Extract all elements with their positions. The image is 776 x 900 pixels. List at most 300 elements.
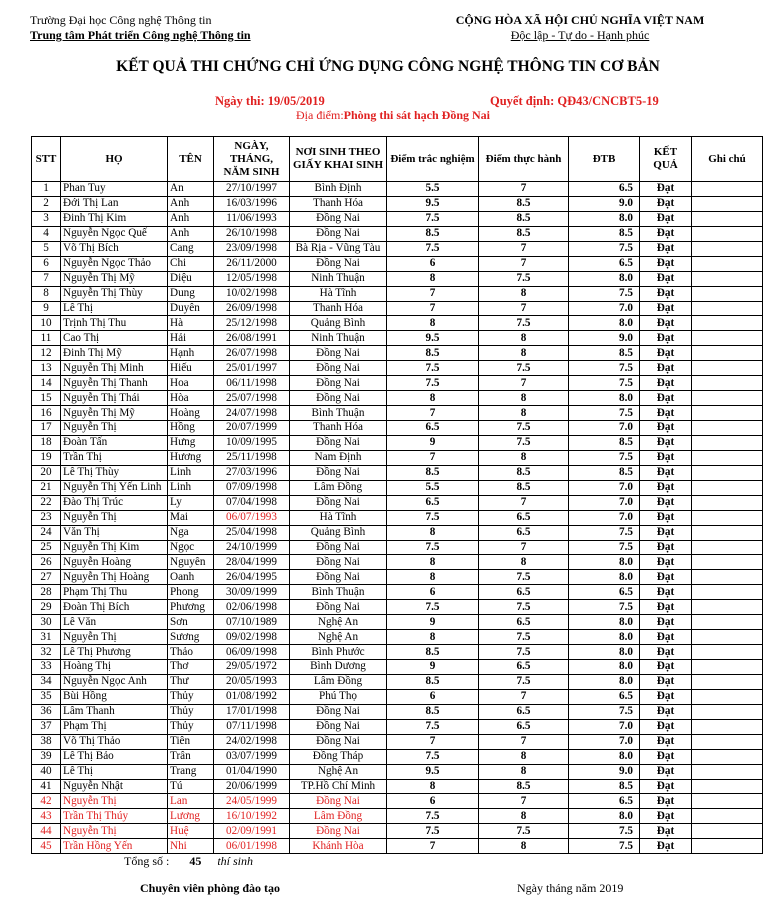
cell-ten: Tiên [168, 734, 214, 749]
cell-diem-thuc-hanh: 8 [479, 391, 569, 406]
cell-diem-thuc-hanh: 8 [479, 764, 569, 779]
cell-ho: Nguyễn Thị Yến Linh [61, 480, 168, 495]
cell-stt: 13 [32, 361, 61, 376]
cell-diem-thuc-hanh: 8 [479, 346, 569, 361]
table-row [32, 421, 763, 436]
cell-ten: Sương [168, 630, 214, 645]
cell-noi-sinh: Đồng Nai [290, 600, 387, 615]
cell-diem-trac-nghiem: 7.5 [387, 719, 479, 734]
cell-ket-qua: Đạt [640, 704, 692, 719]
cell-diem-thuc-hanh: 8 [479, 809, 569, 824]
motto: Độc lập - Tự do - Hạnh phúc [510, 28, 650, 42]
cell-ket-qua: Đạt [640, 495, 692, 510]
col-dtb-header: ĐTB [569, 137, 640, 182]
cell-ho: Lê Thị [61, 764, 168, 779]
cell-diem-trac-nghiem: 7.5 [387, 809, 479, 824]
table-header-row [32, 137, 763, 182]
col-ghi-chu-header: Ghi chú [692, 137, 763, 182]
cell-ten: Lương [168, 809, 214, 824]
cell-ket-qua: Đạt [640, 809, 692, 824]
cell-noi-sinh: Nghệ An [290, 615, 387, 630]
cell-ghi-chu [692, 839, 763, 854]
cell-stt: 37 [32, 719, 61, 734]
cell-ghi-chu [692, 286, 763, 301]
cell-ket-qua: Đạt [640, 226, 692, 241]
cell-ten: Huệ [168, 824, 214, 839]
cell-ngay-sinh: 26/10/1998 [214, 226, 290, 241]
cell-stt: 17 [32, 421, 61, 436]
cell-dtb: 8.5 [569, 226, 640, 241]
cell-diem-thuc-hanh: 6.5 [479, 585, 569, 600]
cell-ghi-chu [692, 719, 763, 734]
cell-ten: Ngọc [168, 540, 214, 555]
cell-ho: Đới Thị Lan [61, 196, 168, 211]
cell-stt: 8 [32, 286, 61, 301]
cell-noi-sinh: Đồng Nai [290, 361, 387, 376]
cell-ket-qua: Đạt [640, 689, 692, 704]
cell-ngay-sinh: 28/04/1999 [214, 555, 290, 570]
cell-ket-qua: Đạt [640, 779, 692, 794]
cell-ten: Hạnh [168, 346, 214, 361]
cell-diem-thuc-hanh: 8 [479, 406, 569, 421]
cell-ket-qua: Đạt [640, 301, 692, 316]
cell-dtb: 8.0 [569, 674, 640, 689]
cell-noi-sinh: Đồng Nai [290, 495, 387, 510]
cell-ket-qua: Đạt [640, 660, 692, 675]
cell-ket-qua: Đạt [640, 719, 692, 734]
cell-noi-sinh: Đồng Nai [290, 719, 387, 734]
cell-diem-thuc-hanh: 8 [479, 749, 569, 764]
cell-dtb: 8.5 [569, 779, 640, 794]
cell-diem-trac-nghiem: 7 [387, 839, 479, 854]
cell-diem-thuc-hanh: 7.5 [479, 570, 569, 585]
cell-ten: Nhi [168, 839, 214, 854]
cell-diem-thuc-hanh: 7.5 [479, 674, 569, 689]
cell-ho: Trần Thị [61, 450, 168, 465]
cell-diem-trac-nghiem: 7.5 [387, 211, 479, 226]
cell-ket-qua: Đạt [640, 241, 692, 256]
cell-stt: 40 [32, 764, 61, 779]
cell-dtb: 7.5 [569, 540, 640, 555]
table-row [32, 600, 763, 615]
cell-noi-sinh: TP.Hồ Chí Minh [290, 779, 387, 794]
cell-ten: Hiếu [168, 361, 214, 376]
cell-ho: Nguyễn Nhật [61, 779, 168, 794]
cell-ket-qua: Đạt [640, 839, 692, 854]
cell-ngay-sinh: 29/05/1972 [214, 660, 290, 675]
cell-diem-thuc-hanh: 8.5 [479, 196, 569, 211]
cell-ghi-chu [692, 600, 763, 615]
cell-ghi-chu [692, 510, 763, 525]
cell-ngay-sinh: 27/10/1997 [214, 182, 290, 197]
total-unit: thí sinh [217, 854, 254, 868]
cell-ghi-chu [692, 361, 763, 376]
cell-ket-qua: Đạt [640, 406, 692, 421]
cell-diem-thuc-hanh: 6.5 [479, 660, 569, 675]
cell-diem-trac-nghiem: 8.5 [387, 645, 479, 660]
col-diem-trac-nghiem-header: Điểm trắc nghiệm [387, 137, 479, 182]
cell-ghi-chu [692, 570, 763, 585]
cell-noi-sinh: Đồng Nai [290, 540, 387, 555]
cell-ten: Dung [168, 286, 214, 301]
cell-noi-sinh: Thanh Hóa [290, 421, 387, 436]
cell-ho: Lê Thị Phương [61, 645, 168, 660]
cell-ho: Lê Thị [61, 301, 168, 316]
cell-ten: Hưng [168, 435, 214, 450]
cell-diem-trac-nghiem: 8 [387, 555, 479, 570]
cell-noi-sinh: Lâm Đồng [290, 809, 387, 824]
cell-noi-sinh: Quảng Bình [290, 525, 387, 540]
cell-stt: 21 [32, 480, 61, 495]
cell-ho: Nguyễn Thị [61, 630, 168, 645]
table-row [32, 256, 763, 271]
cell-ghi-chu [692, 211, 763, 226]
cell-ten: Anh [168, 226, 214, 241]
table-row [32, 570, 763, 585]
cell-diem-trac-nghiem: 7.5 [387, 540, 479, 555]
cell-ket-qua: Đạt [640, 600, 692, 615]
cell-noi-sinh: Bình Thuận [290, 406, 387, 421]
cell-ho: Phạm Thị Thu [61, 585, 168, 600]
cell-ho: Nguyễn Ngọc Anh [61, 674, 168, 689]
cell-noi-sinh: Nghệ An [290, 630, 387, 645]
cell-diem-thuc-hanh: 6.5 [479, 615, 569, 630]
cell-diem-trac-nghiem: 8 [387, 525, 479, 540]
cell-ghi-chu [692, 480, 763, 495]
cell-ghi-chu [692, 704, 763, 719]
cell-noi-sinh: Phú Thọ [290, 689, 387, 704]
cell-stt: 28 [32, 585, 61, 600]
cell-ten: Thơ [168, 660, 214, 675]
cell-ho: Nguyễn Thị [61, 824, 168, 839]
school-name: Trường Đại học Công nghệ Thông tin [30, 13, 212, 27]
cell-dtb: 7.5 [569, 824, 640, 839]
cell-noi-sinh: Thanh Hóa [290, 301, 387, 316]
cell-dtb: 7.5 [569, 241, 640, 256]
cell-stt: 39 [32, 749, 61, 764]
table-row [32, 839, 763, 854]
cell-noi-sinh: Đồng Nai [290, 465, 387, 480]
cell-ten: Sơn [168, 615, 214, 630]
cell-ghi-chu [692, 734, 763, 749]
cell-noi-sinh: Ninh Thuận [290, 271, 387, 286]
table-row [32, 809, 763, 824]
cell-stt: 5 [32, 241, 61, 256]
cell-noi-sinh: Đồng Nai [290, 704, 387, 719]
cell-ten: Hòa [168, 391, 214, 406]
cell-ket-qua: Đạt [640, 271, 692, 286]
cell-noi-sinh: Đồng Nai [290, 226, 387, 241]
cell-ngay-sinh: 24/05/1999 [214, 794, 290, 809]
cell-diem-trac-nghiem: 7.5 [387, 510, 479, 525]
cell-ket-qua: Đạt [640, 480, 692, 495]
cell-diem-trac-nghiem: 6.5 [387, 421, 479, 436]
table-row [32, 704, 763, 719]
cell-ten: Chi [168, 256, 214, 271]
table-row [32, 779, 763, 794]
cell-diem-thuc-hanh: 8.5 [479, 779, 569, 794]
cell-diem-thuc-hanh: 7.5 [479, 435, 569, 450]
cell-ten: Linh [168, 465, 214, 480]
cell-ket-qua: Đạt [640, 376, 692, 391]
cell-diem-trac-nghiem: 9 [387, 615, 479, 630]
col-ten-header: TÊN [168, 137, 214, 182]
cell-stt: 14 [32, 376, 61, 391]
cell-stt: 22 [32, 495, 61, 510]
cell-dtb: 8.0 [569, 630, 640, 645]
cell-ngay-sinh: 10/09/1995 [214, 435, 290, 450]
cell-stt: 15 [32, 391, 61, 406]
cell-ngay-sinh: 01/04/1990 [214, 764, 290, 779]
table-row [32, 585, 763, 600]
cell-diem-trac-nghiem: 7.5 [387, 600, 479, 615]
cell-ngay-sinh: 01/08/1992 [214, 689, 290, 704]
cell-diem-thuc-hanh: 7.5 [479, 824, 569, 839]
cell-ket-qua: Đạt [640, 211, 692, 226]
cell-ten: Hà [168, 316, 214, 331]
cell-stt: 16 [32, 406, 61, 421]
table-row [32, 196, 763, 211]
cell-stt: 31 [32, 630, 61, 645]
cell-dtb: 8.5 [569, 465, 640, 480]
cell-noi-sinh: Lâm Đồng [290, 674, 387, 689]
cell-stt: 36 [32, 704, 61, 719]
table-row [32, 540, 763, 555]
footer-signer: Chuyên viên phòng đào tạo [140, 881, 281, 895]
cell-ngay-sinh: 07/09/1998 [214, 480, 290, 495]
cell-ket-qua: Đạt [640, 331, 692, 346]
cell-dtb: 8.0 [569, 391, 640, 406]
cell-ket-qua: Đạt [640, 510, 692, 525]
cell-ngay-sinh: 06/11/1998 [214, 376, 290, 391]
cell-noi-sinh: Đồng Nai [290, 734, 387, 749]
cell-ten: An [168, 182, 214, 197]
cell-ghi-chu [692, 316, 763, 331]
cell-stt: 2 [32, 196, 61, 211]
col-noi-sinh-header: NƠI SINH THEO GIẤY KHAI SINH [290, 137, 387, 182]
cell-noi-sinh: Đồng Nai [290, 435, 387, 450]
cell-diem-thuc-hanh: 8.5 [479, 211, 569, 226]
cell-ket-qua: Đạt [640, 794, 692, 809]
cell-dtb: 7.0 [569, 421, 640, 436]
cell-noi-sinh: Bình Phước [290, 645, 387, 660]
cell-ho: Văn Thị [61, 525, 168, 540]
cell-dtb: 7.5 [569, 600, 640, 615]
cell-noi-sinh: Bình Dương [290, 660, 387, 675]
cell-ngay-sinh: 17/01/1998 [214, 704, 290, 719]
cell-diem-trac-nghiem: 8 [387, 630, 479, 645]
cell-diem-thuc-hanh: 8 [479, 450, 569, 465]
cell-ho: Phan Tuy [61, 182, 168, 197]
cell-ngay-sinh: 20/06/1999 [214, 779, 290, 794]
cell-ghi-chu [692, 794, 763, 809]
cell-ho: Trịnh Thị Thu [61, 316, 168, 331]
cell-diem-thuc-hanh: 7.5 [479, 361, 569, 376]
cell-ngay-sinh: 10/02/1998 [214, 286, 290, 301]
cell-noi-sinh: Thanh Hóa [290, 196, 387, 211]
cell-diem-trac-nghiem: 9.5 [387, 331, 479, 346]
cell-ten: Linh [168, 480, 214, 495]
cell-diem-thuc-hanh: 6.5 [479, 525, 569, 540]
table-row [32, 689, 763, 704]
cell-ten: Hải [168, 331, 214, 346]
cell-ho: Nguyễn Thị Mỹ [61, 406, 168, 421]
cell-ghi-chu [692, 809, 763, 824]
cell-ten: Thảo [168, 645, 214, 660]
table-row [32, 346, 763, 361]
col-stt-header: STT [32, 137, 61, 182]
table-row [32, 331, 763, 346]
cell-diem-trac-nghiem: 9 [387, 435, 479, 450]
cell-ngay-sinh: 20/07/1999 [214, 421, 290, 436]
table-row [32, 630, 763, 645]
cell-ho: Phạm Thị [61, 719, 168, 734]
nation-name: CỘNG HÒA XÃ HỘI CHỦ NGHĨA VIỆT NAM [455, 13, 705, 27]
cell-noi-sinh: Bà Rịa - Vũng Tàu [290, 241, 387, 256]
cell-ho: Nguyễn Thị [61, 510, 168, 525]
cell-diem-trac-nghiem: 9.5 [387, 196, 479, 211]
cell-ho: Đoàn Thị Bích [61, 600, 168, 615]
cell-ngay-sinh: 26/04/1995 [214, 570, 290, 585]
cell-ket-qua: Đạt [640, 286, 692, 301]
table-row [32, 719, 763, 734]
cell-stt: 1 [32, 182, 61, 197]
cell-ghi-chu [692, 824, 763, 839]
cell-ho: Nguyễn Ngọc Quế [61, 226, 168, 241]
cell-diem-trac-nghiem: 8.5 [387, 465, 479, 480]
cell-ngay-sinh: 20/05/1993 [214, 674, 290, 689]
table-row [32, 734, 763, 749]
cell-diem-trac-nghiem: 6.5 [387, 495, 479, 510]
cell-diem-trac-nghiem: 5.5 [387, 480, 479, 495]
cell-noi-sinh: Nghệ An [290, 764, 387, 779]
table-row [32, 764, 763, 779]
cell-ket-qua: Đạt [640, 182, 692, 197]
cell-diem-trac-nghiem: 8 [387, 271, 479, 286]
cell-ho: Võ Thị Bích [61, 241, 168, 256]
cell-ho: Nguyễn Thị Thanh [61, 376, 168, 391]
table-row [32, 510, 763, 525]
footer-date: Ngày tháng năm 2019 [517, 881, 624, 895]
col-diem-thuc-hanh-header: Điểm thực hành [479, 137, 569, 182]
cell-diem-thuc-hanh: 7 [479, 540, 569, 555]
cell-ket-qua: Đạt [640, 361, 692, 376]
cell-ghi-chu [692, 346, 763, 361]
cell-noi-sinh: Bình Thuận [290, 585, 387, 600]
cell-ghi-chu [692, 376, 763, 391]
cell-ghi-chu [692, 465, 763, 480]
cell-ngay-sinh: 24/10/1999 [214, 540, 290, 555]
cell-dtb: 7.5 [569, 376, 640, 391]
cell-ho: Hoàng Thị [61, 660, 168, 675]
cell-ngay-sinh: 07/04/1998 [214, 495, 290, 510]
cell-dtb: 8.0 [569, 809, 640, 824]
table-row [32, 674, 763, 689]
table-row [32, 316, 763, 331]
cell-ten: Mai [168, 510, 214, 525]
cell-ten: Oanh [168, 570, 214, 585]
cell-stt: 29 [32, 600, 61, 615]
cell-ten: Lan [168, 794, 214, 809]
cell-diem-thuc-hanh: 8 [479, 286, 569, 301]
cell-dtb: 6.5 [569, 585, 640, 600]
cell-ten: Thư [168, 674, 214, 689]
table-row [32, 824, 763, 839]
table-row [32, 286, 763, 301]
cell-ho: Lê Văn [61, 615, 168, 630]
cell-dtb: 6.5 [569, 794, 640, 809]
cell-noi-sinh: Lâm Đồng [290, 480, 387, 495]
cell-dtb: 7.5 [569, 361, 640, 376]
cell-diem-trac-nghiem: 6 [387, 689, 479, 704]
cell-ngay-sinh: 24/07/1998 [214, 406, 290, 421]
cell-ho: Đinh Thị Mỹ [61, 346, 168, 361]
cell-stt: 9 [32, 301, 61, 316]
cell-ghi-chu [692, 779, 763, 794]
table-row [32, 391, 763, 406]
cell-diem-thuc-hanh: 7.5 [479, 630, 569, 645]
cell-dtb: 6.5 [569, 182, 640, 197]
table-body [32, 182, 763, 854]
cell-dtb: 8.0 [569, 555, 640, 570]
cell-dtb: 8.0 [569, 615, 640, 630]
cell-dtb: 7.5 [569, 704, 640, 719]
total-count: 45 [189, 854, 202, 868]
cell-diem-trac-nghiem: 7.5 [387, 749, 479, 764]
table-row [32, 525, 763, 540]
results-table [31, 136, 763, 854]
cell-stt: 25 [32, 540, 61, 555]
cell-diem-trac-nghiem: 8 [387, 391, 479, 406]
cell-ket-qua: Đạt [640, 256, 692, 271]
cell-diem-thuc-hanh: 7 [479, 301, 569, 316]
cell-ten: Thủy [168, 689, 214, 704]
cell-ten: Ly [168, 495, 214, 510]
cell-dtb: 8.5 [569, 346, 640, 361]
cell-ghi-chu [692, 450, 763, 465]
cell-noi-sinh: Quảng Bình [290, 316, 387, 331]
cell-ngay-sinh: 30/09/1999 [214, 585, 290, 600]
cell-dtb: 7.0 [569, 719, 640, 734]
cell-diem-thuc-hanh: 6.5 [479, 704, 569, 719]
cell-diem-trac-nghiem: 7 [387, 301, 479, 316]
cell-ngay-sinh: 25/07/1998 [214, 391, 290, 406]
table-row [32, 660, 763, 675]
cell-ghi-chu [692, 615, 763, 630]
cell-ngay-sinh: 02/09/1991 [214, 824, 290, 839]
cell-ten: Hương [168, 450, 214, 465]
cell-diem-thuc-hanh: 7.5 [479, 271, 569, 286]
cell-ghi-chu [692, 495, 763, 510]
cell-ket-qua: Đạt [640, 421, 692, 436]
cell-ket-qua: Đạt [640, 570, 692, 585]
cell-diem-thuc-hanh: 8 [479, 839, 569, 854]
cell-ghi-chu [692, 540, 763, 555]
cell-noi-sinh: Nam Định [290, 450, 387, 465]
cell-ho: Nguyễn Ngọc Thảo [61, 256, 168, 271]
cell-ghi-chu [692, 421, 763, 436]
cell-dtb: 7.5 [569, 839, 640, 854]
cell-ghi-chu [692, 241, 763, 256]
cell-ten: Hoa [168, 376, 214, 391]
cell-ket-qua: Đạt [640, 764, 692, 779]
cell-noi-sinh: Đồng Nai [290, 824, 387, 839]
cell-diem-thuc-hanh: 6.5 [479, 510, 569, 525]
cell-ghi-chu [692, 749, 763, 764]
col-ket-qua-header: KẾT QUẢ [640, 137, 692, 182]
cell-ngay-sinh: 26/11/2000 [214, 256, 290, 271]
cell-dtb: 7.0 [569, 301, 640, 316]
